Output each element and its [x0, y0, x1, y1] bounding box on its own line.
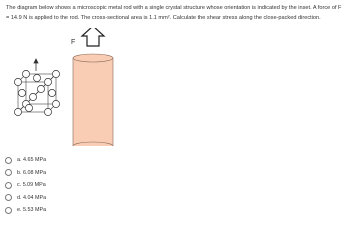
radio-button[interactable] — [5, 169, 12, 176]
force-label: F — [71, 39, 76, 46]
crystal-up-arrow — [34, 59, 38, 71]
question-text: The diagram below shows a microscopic metal rod with a single crystal structure whose orientation is indicated by the inset. A force of F = 14.9 N is applied to the rod. The cross-sectional area is 1.1 mm². Calculate the shear stress along the close-packed direction. — [6, 5, 342, 21]
option-e[interactable] — [5, 204, 205, 217]
radio-button[interactable] — [5, 194, 12, 201]
figure-drawing — [0, 28, 350, 146]
option-c[interactable] — [5, 179, 205, 192]
radio-button[interactable] — [5, 207, 12, 214]
option-label: c. 5.09 MPa — [17, 182, 46, 189]
force-arrow-icon — [82, 28, 104, 46]
option-label: a. 4.65 MPa — [17, 157, 47, 164]
metal-rod — [73, 54, 113, 146]
option-label: e. 5.53 MPa — [17, 207, 47, 214]
option-a[interactable] — [5, 154, 205, 167]
option-label: b. 6.08 MPa — [17, 169, 47, 176]
option-b[interactable] — [5, 167, 205, 180]
radio-button[interactable] — [5, 182, 12, 189]
option-label: d. 4.04 MPa — [17, 194, 47, 201]
answer-options — [5, 154, 205, 217]
radio-button[interactable] — [5, 157, 12, 164]
figure — [0, 28, 350, 146]
option-d[interactable] — [5, 192, 205, 205]
